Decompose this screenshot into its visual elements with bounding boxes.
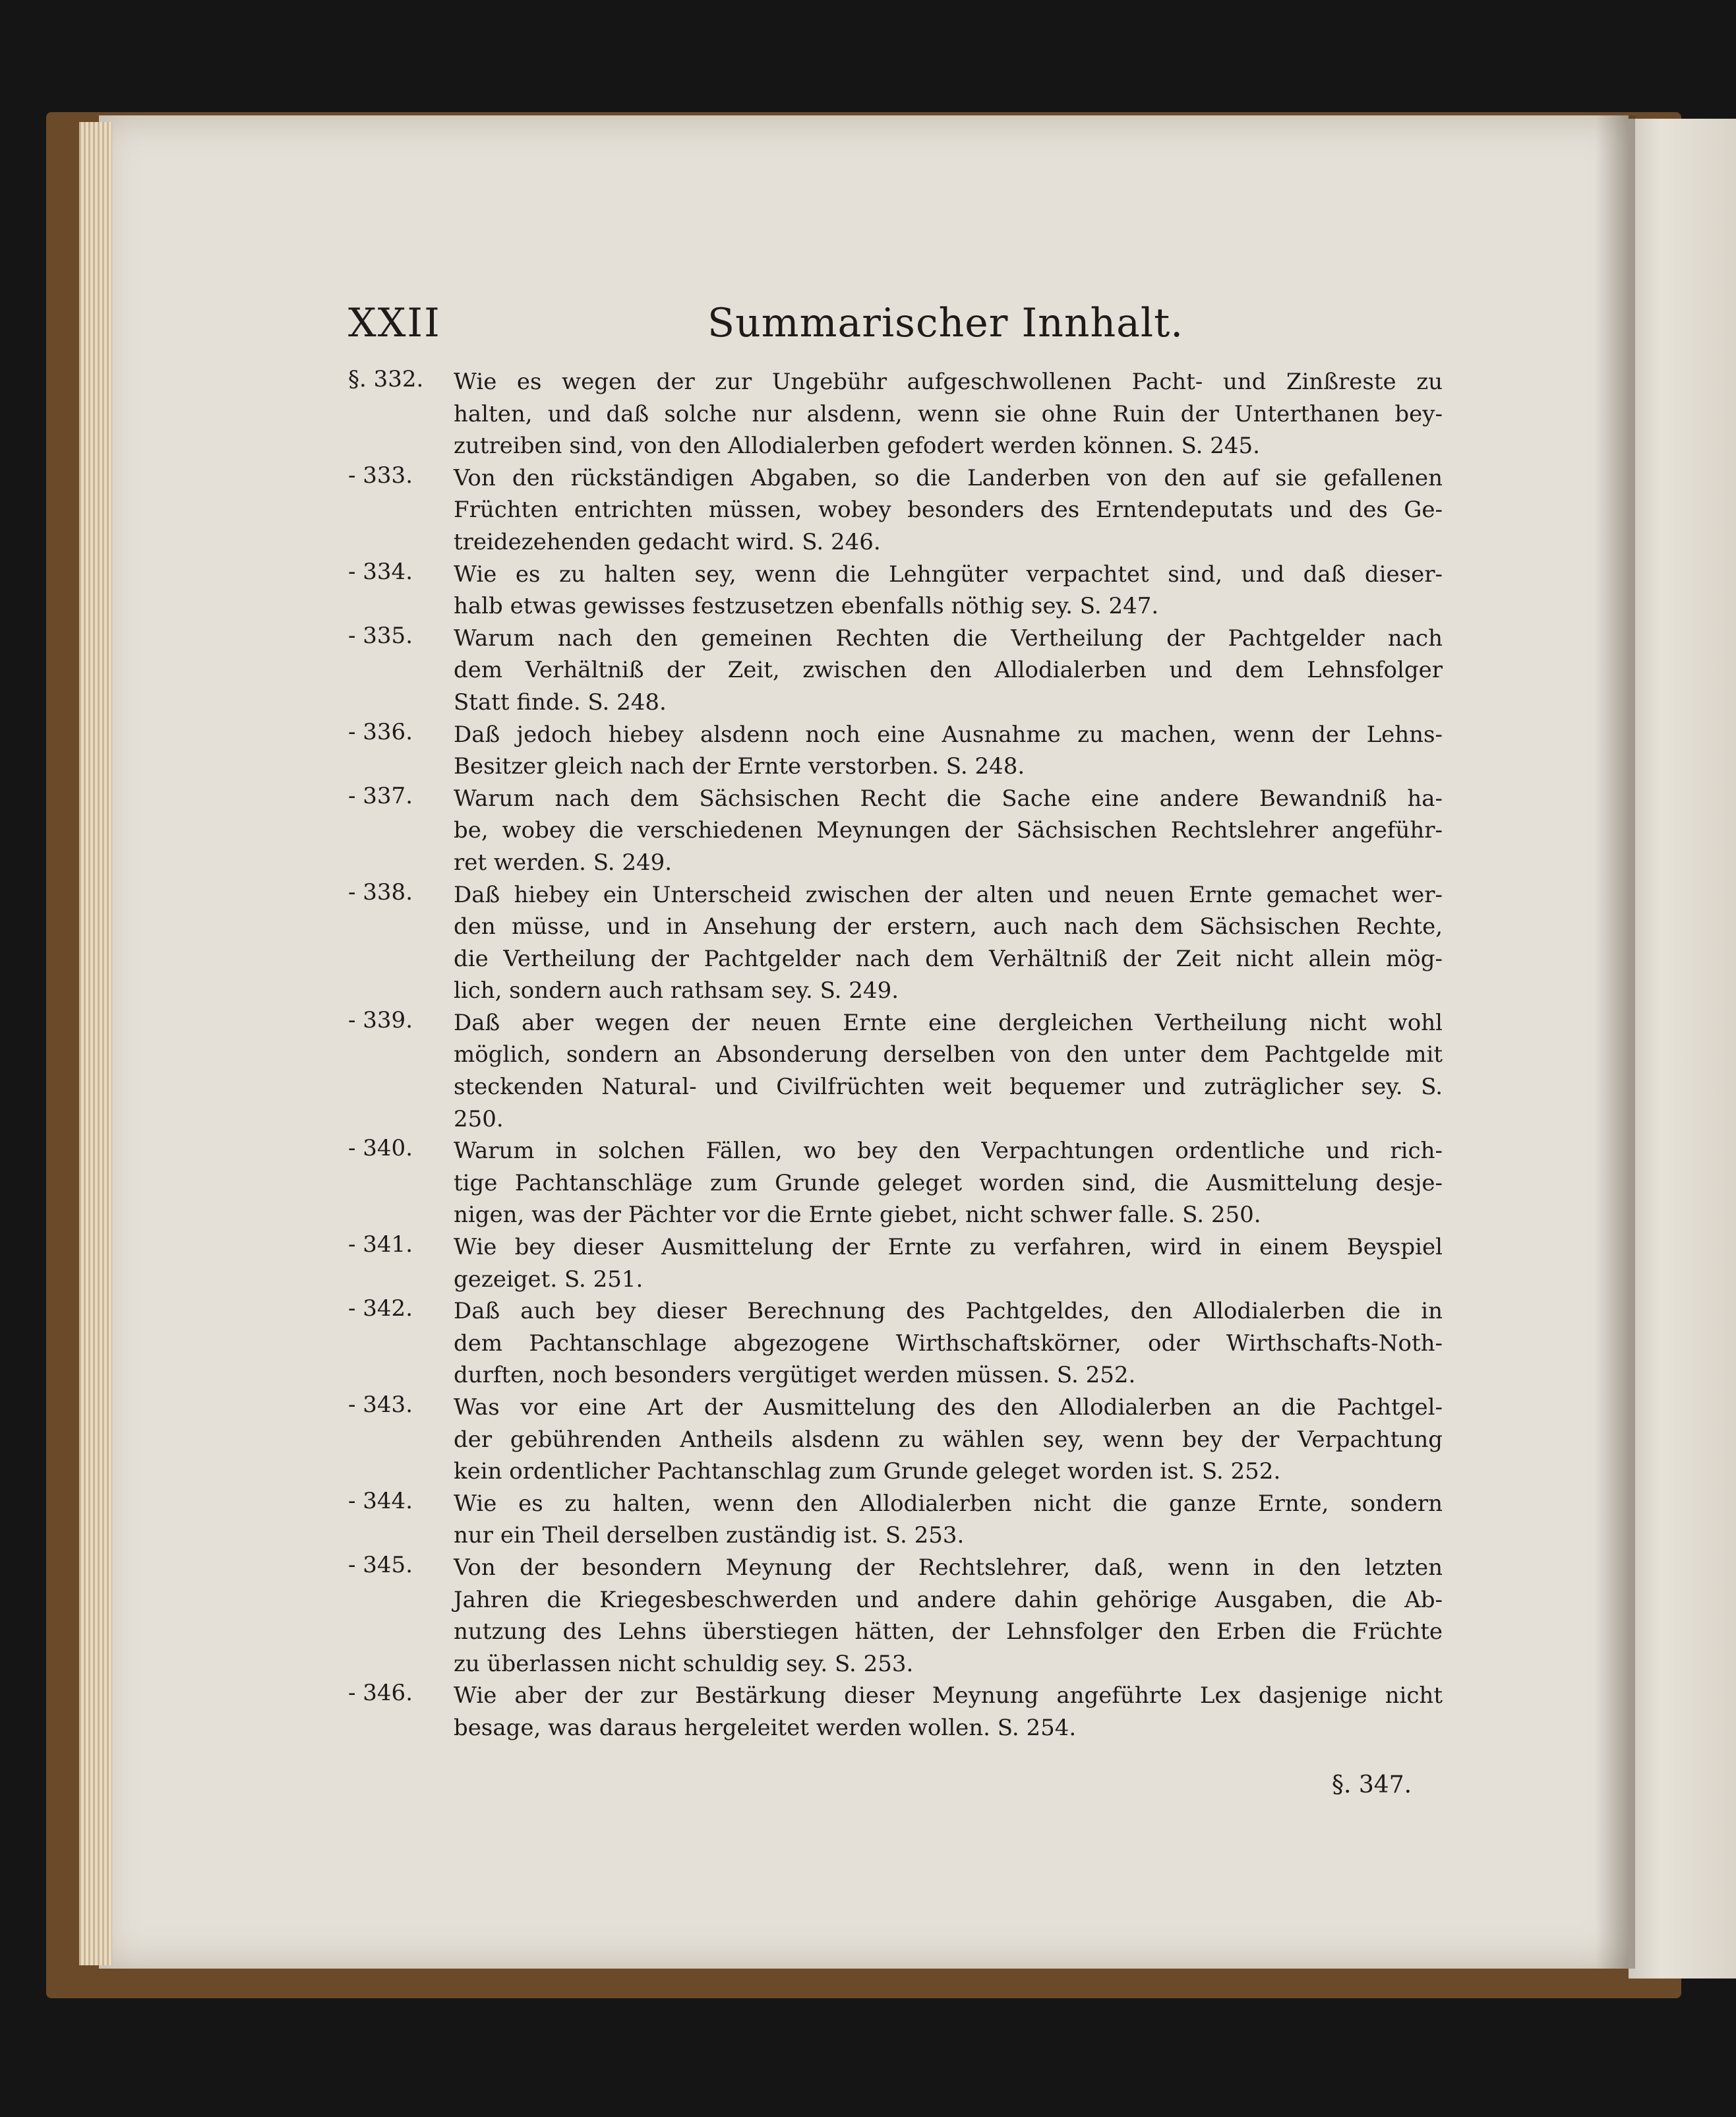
entry-number: - 338.	[348, 878, 413, 905]
entry-text-line: die Vertheilung der Pachtgelder nach dem Verhältniß der Zeit nicht allein mög-	[454, 945, 1443, 972]
toc-entry	[348, 1392, 1443, 1488]
entry-text-line: tige Pachtanschläge zum Grunde geleget worden sind, die Ausmittelung desje-	[454, 1169, 1443, 1196]
entry-text-line: Daß jedoch hiebey alsdenn noch eine Ausnahme zu machen, wenn der Lehns-	[454, 721, 1443, 748]
entry-text-line: nigen, was der Pächter vor die Ernte giebet, nicht schwer falle. S. 250.	[454, 1202, 1261, 1229]
entry-text-line: dem Pachtanschlage abgezogene Wirthschaftskörner, oder Wirthschafts-Noth-	[454, 1330, 1443, 1357]
entry-text-line: Wie es zu halten sey, wenn die Lehngüter verpachtet sind, und daß dieser-	[454, 561, 1443, 588]
entry-text-line: Von der besondern Meynung der Rechtslehrer, daß, wenn in den letzten	[454, 1554, 1443, 1581]
entry-text-line: Von den rückständigen Abgaben, so die Landerben von den auf sie gefallenen	[454, 464, 1443, 491]
entry-text-line: Daß aber wegen der neuen Ernte eine dergleichen Vertheilung nicht wohl	[454, 1009, 1443, 1036]
entry-text-line: Warum nach dem Sächsischen Recht die Sache eine andere Bewandniß ha-	[454, 785, 1443, 812]
page-header	[348, 300, 1436, 353]
toc-entry	[348, 623, 1443, 719]
entry-text-line: treidezehenden gedacht wird. S. 246.	[454, 528, 881, 555]
toc-entry	[348, 719, 1443, 783]
entry-text-line: der gebührenden Antheils alsdenn zu wählen sey, wenn bey der Verpachtung	[454, 1426, 1443, 1453]
entry-number: - 341.	[348, 1231, 413, 1258]
toc-entry	[348, 1295, 1443, 1392]
entry-text-line: Statt finde. S. 248.	[454, 689, 667, 716]
toc-entry	[348, 783, 1443, 879]
toc-entry	[348, 366, 1443, 462]
entry-text-line: 250.	[454, 1105, 504, 1132]
entry-text-line: lich, sondern auch rathsam sey. S. 249.	[454, 977, 899, 1004]
entry-text-line: durften, noch besonders vergütiget werden müssen. S. 252.	[454, 1362, 1136, 1389]
entry-number: - 345.	[348, 1551, 413, 1578]
toc-entry	[348, 1488, 1443, 1552]
entry-text-line: nutzung des Lehns überstiegen hätten, der Lehnsfolger den Erben die Früchte	[454, 1618, 1443, 1645]
entry-text-line: Wie es wegen der zur Ungebühr aufgeschwollenen Pacht- und Zinßreste zu	[454, 369, 1443, 395]
entry-number: - 343.	[348, 1392, 413, 1418]
toc-entry	[348, 559, 1443, 623]
page-gutter-shadow	[1596, 115, 1635, 1969]
entry-text-line: besage, was daraus hergeleitet werden wollen. S. 254.	[454, 1714, 1077, 1741]
entry-text-line: be, wobey die verschiedenen Meynungen der Sächsischen Rechtslehrer angeführ-	[454, 817, 1443, 844]
running-title: Summarischer Innhalt.	[707, 300, 1184, 346]
entry-number: - 340.	[348, 1135, 413, 1162]
entry-text-line: halb etwas gewisses festzusetzen ebenfalls nöthig sey. S. 247.	[454, 593, 1159, 620]
entry-number: - 336.	[348, 718, 413, 745]
page-stack-edge	[79, 122, 112, 1965]
entry-number: - 339.	[348, 1006, 413, 1033]
entry-text-line: Daß auch bey dieser Berechnung des Pachtgeldes, den Allodialerben die in	[454, 1298, 1443, 1325]
entry-text-line: dem Verhältniß der Zeit, zwischen den Allodialerben und dem Lehnsfolger	[454, 657, 1443, 684]
entry-text-line: steckenden Natural- und Civilfrüchten weit bequemer und zuträglicher sey. S.	[454, 1074, 1443, 1101]
entry-text-line: Daß hiebey ein Unterscheid zwischen der alten und neuen Ernte gemachet wer-	[454, 881, 1443, 908]
entry-text-line: zutreiben sind, von den Allodialerben gefodert werden können. S. 245.	[454, 433, 1260, 460]
entry-text-line: möglich, sondern an Absonderung derselben von den unter dem Pachtgelde mit	[454, 1041, 1443, 1068]
entry-text-line: gezeiget. S. 251.	[454, 1266, 644, 1293]
entry-text-line: kein ordentlicher Pachtanschlag zum Grunde geleget worden ist. S. 252.	[454, 1458, 1281, 1485]
toc-entry	[348, 1231, 1443, 1295]
entry-text-line: den müsse, und in Ansehung der erstern, auch nach dem Sächsischen Rechte,	[454, 913, 1443, 940]
entry-text-line: Wie bey dieser Ausmittelung der Ernte zu verfahren, wird in einem Beyspiel	[454, 1234, 1443, 1261]
entry-text-line: zu überlassen nicht schuldig sey. S. 253.	[454, 1650, 914, 1677]
toc-entry	[348, 1135, 1443, 1231]
entry-number: - 334.	[348, 558, 413, 585]
toc-entry	[348, 1552, 1443, 1680]
entry-text-line: ret werden. S. 249.	[454, 849, 673, 876]
entry-text-line: Was vor eine Art der Ausmittelung des den Allodialerben an die Pachtgel-	[454, 1394, 1443, 1421]
entry-text-line: halten, und daß solche nur alsdenn, wenn sie ohne Ruin der Unterthanen bey-	[454, 400, 1443, 427]
toc-entry	[348, 462, 1443, 559]
entry-number: - 335.	[348, 622, 413, 649]
entry-text-line: nur ein Theil derselben zuständig ist. S. 253.	[454, 1522, 965, 1549]
catchword: §. 347.	[1332, 1771, 1412, 1798]
entry-number: - 344.	[348, 1487, 413, 1514]
entry-text-line: Jahren die Kriegesbeschwerden und andere dahin gehörige Ausgaben, die Ab-	[454, 1586, 1443, 1613]
toc-entry	[348, 879, 1443, 1007]
toc-entry	[348, 1007, 1443, 1135]
toc-entry	[348, 1680, 1443, 1744]
entry-text-line: Warum nach den gemeinen Rechten die Vertheilung der Pachtgelder nach	[454, 625, 1443, 652]
entry-number: - 342.	[348, 1295, 413, 1322]
entry-text-line: Wie aber der zur Bestärkung dieser Meynung angeführte Lex dasjenige nicht	[454, 1682, 1443, 1709]
entry-number: - 346.	[348, 1680, 413, 1707]
entry-number: §. 332.	[348, 366, 424, 392]
folio-number: XXII	[348, 300, 441, 346]
facing-page-edge	[1629, 119, 1736, 1979]
entry-text-line: Früchten entrichten müssen, wobey besonders des Erntendeputats und des Ge-	[454, 497, 1443, 524]
entry-text-line: Besitzer gleich nach der Ernte verstorben. S. 248.	[454, 753, 1025, 780]
table-of-contents	[348, 366, 1443, 1744]
entry-text-line: Warum in solchen Fällen, wo bey den Verpachtungen ordentliche und rich-	[454, 1138, 1443, 1165]
entry-number: - 333.	[348, 462, 413, 489]
entry-text-line: Wie es zu halten, wenn den Allodialerben nicht die ganze Ernte, sondern	[454, 1490, 1443, 1517]
entry-number: - 337.	[348, 782, 413, 809]
